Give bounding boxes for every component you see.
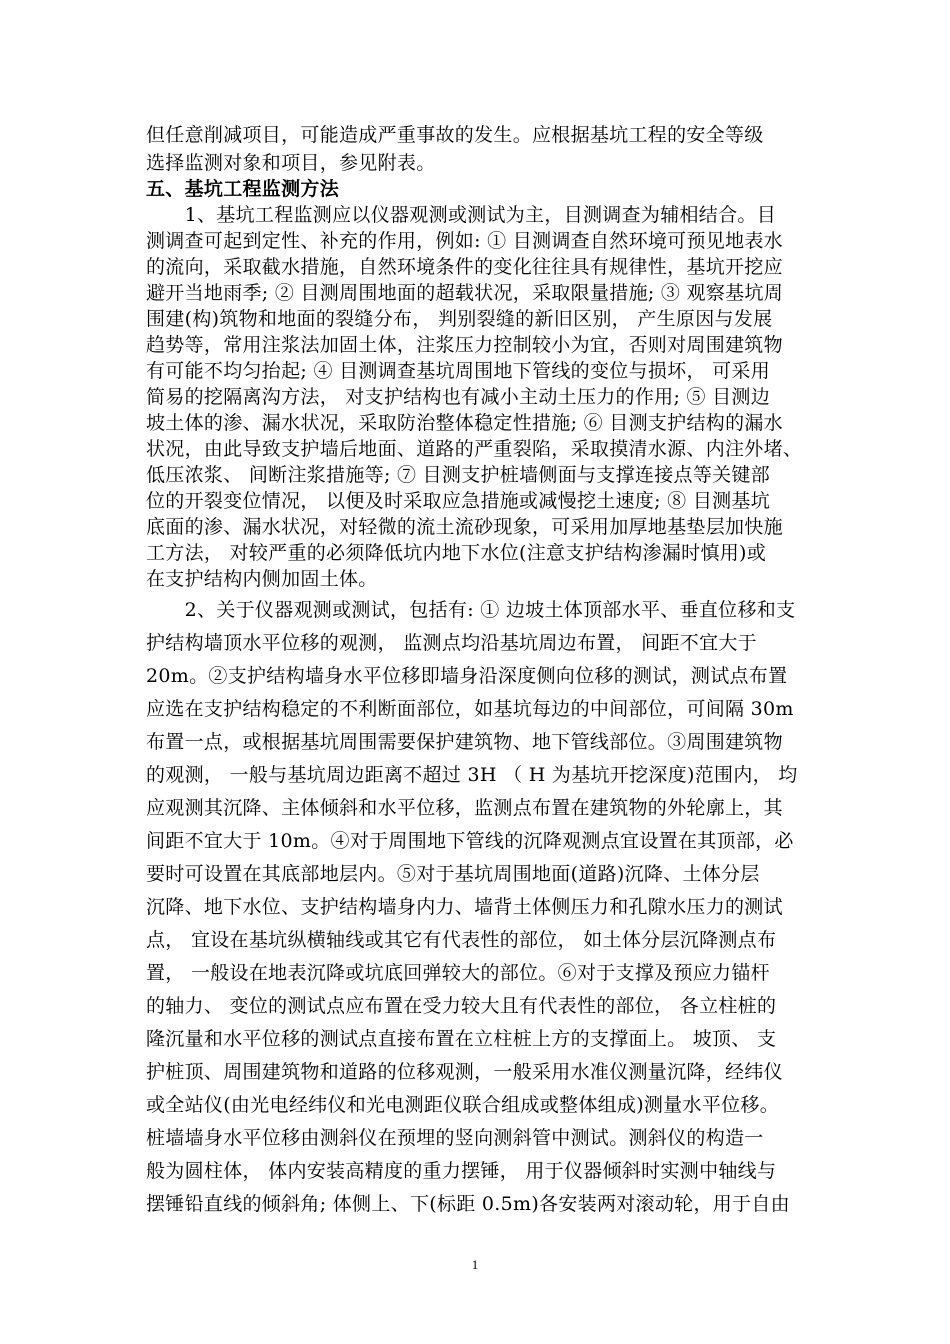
text-line: 测调查可起到定性、补充的作用，例如: ① 目测调查自然环境可预见地表水 (146, 230, 783, 252)
page-number: 1 (471, 1257, 479, 1272)
text-line: 底面的渗、漏水状况，对轻微的流土流砂现象，可采用加厚地基垫层加快施 (146, 516, 783, 538)
text-line: 状况，由此导致支护墙后地面、道路的严重裂陷，采取摸清水源、内注外堵、 (146, 438, 803, 460)
text-line: 但任意削减项目，可能造成严重事故的发生。应根据基坑工程的安全等级 (146, 124, 764, 146)
text-line: 简易的挖隔离沟方法， 对支护结构也有减小主动土压力的作用; ⑤ 目测边 (146, 386, 771, 408)
text-line: 要时可设置在其底部地层内。⑤对于基坑周围地面(道路)沉降、土体分层 (146, 863, 760, 885)
text-line: 护桩顶、周围建筑物和道路的位移观测，一般采用水准仪测量沉降，经纬仪 (146, 1061, 783, 1083)
text-line: 避开当地雨季; ② 目测周围地面的超载状况，采取限量措施; ③ 观察基坑周 (146, 282, 784, 304)
text-line: 或全站仪(由光电经纬仪和光电测距仪联合组成或整体组成)测量水平位移。 (146, 1094, 780, 1116)
text-line: 有可能不均匀抬起; ④ 目测调查基坑周围地下管线的变位与损坏， 可采用 (146, 360, 771, 382)
text-line: 摆锤铅直线的倾斜角; 体侧上、下(标距 0.5m)各安装两对滚动轮，用于自由 (146, 1193, 790, 1215)
text-line: 置， 一般设在地表沉降或坑底回弹较大的部位。⑥对于支撑及预应力锚杆 (146, 962, 770, 984)
text-line: 工方法， 对较严重的必须降低坑内地下水位(注意支护结构渗漏时慎用)或 (146, 542, 767, 564)
text-line: 20m。②支护结构墙身水平位移即墙身沿深度侧向位移的测试，测试点布置 (146, 665, 788, 687)
text-line: 选择监测对象和项目，参见附表。 (146, 152, 436, 174)
text-line: 隆沉量和水平位移的测试点直接布置在立柱桩上方的支撑面上。 坡顶、 支 (146, 1028, 777, 1050)
text-line: 间距不宜大于 10m。④对于周围地下管线的沉降观测点宜设置在其顶部，必 (146, 830, 794, 852)
text-line: 在支护结构内侧加固土体。 (146, 568, 378, 590)
text-line: 点， 宜设在基坑纵横轴线或其它有代表性的部位， 如土体分层沉降测点布 (146, 929, 777, 951)
text-line: 1、基坑工程监测应以仪器观测或测试为主，目测调查为辅相结合。目 (146, 204, 776, 226)
text-line: 趋势等，常用注浆法加固土体，注浆压力控制较小为宜，否则对周围建筑物 (146, 334, 783, 356)
text-line: 沉降、地下水位、支护结构墙身内力、墙背土体侧压力和孔隙水压力的测试 (146, 896, 783, 918)
text-line: 般为圆柱体， 体内安装高精度的重力摆锤， 用于仪器倾斜时实测中轴线与 (146, 1160, 777, 1182)
text-line: 的流向，采取截水措施，自然环境条件的变化往往具有规律性，基坑开挖应 (146, 256, 783, 278)
text-line: 低压浓浆、 间断注浆措施等; ⑦ 目测支护桩墙侧面与支撑连接点等关键部 (146, 464, 771, 486)
section-heading: 五、基坑工程监测方法 (146, 178, 340, 200)
text-line: 桩墙墙身水平位移由测斜仪在预埋的竖向测斜管中测试。测斜仪的构造一 (146, 1127, 764, 1149)
text-line: 应观测其沉降、主体倾斜和水平位移，监测点布置在建筑物的外轮廓上，其 (146, 797, 783, 819)
text-line: 应选在支护结构稳定的不利断面部位，如基坑每边的中间部位，可间隔 30m (146, 698, 794, 720)
text-line: 坡土体的渗、漏水状况，采取防治整体稳定性措施; ⑥ 目测支护结构的漏水 (146, 412, 783, 434)
text-line: 2、关于仪器观测或测试，包括有: ① 边坡土体顶部水平、垂直位移和支 (146, 599, 796, 621)
text-line: 的观测， 一般与基坑周边距离不超过 3H （ H 为基坑开挖深度)范围内， 均 (146, 764, 798, 786)
text-line: 围建(构)筑物和地面的裂缝分布， 判别裂缝的新旧区别， 产生原因与发展 (146, 308, 773, 330)
text-line: 的轴力、 变位的测试点应布置在受力较大且有代表性的部位， 各立柱桩的 (146, 995, 777, 1017)
text-line: 位的开裂变位情况， 以便及时采取应急措施或减慢挖土速度; ⑧ 目测基坑 (146, 490, 771, 512)
text-line: 护结构墙顶水平位移的观测， 监测点均沿基坑周边布置， 间距不宜大于 (146, 632, 757, 654)
text-line: 布置一点，或根据基坑周围需要保护建筑物、地下管线部位。③周围建筑物 (146, 731, 783, 753)
